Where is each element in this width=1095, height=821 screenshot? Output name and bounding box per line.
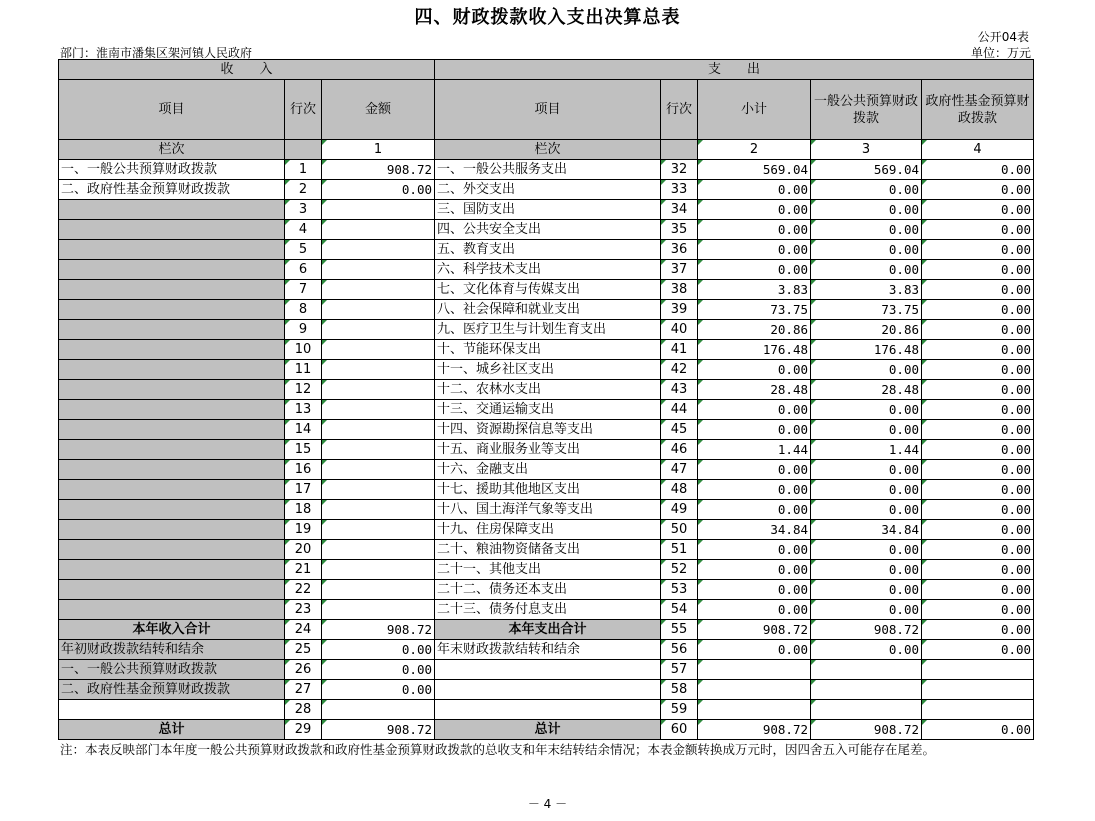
income-item-cell: 二、政府性基金预算财政拨款: [59, 180, 285, 200]
income-line-cell: 2: [285, 180, 322, 200]
income-amount-cell: 908.72: [322, 720, 435, 740]
subtotal-cell: [698, 660, 811, 680]
table-row: [59, 720, 1034, 740]
expense-item-cell: 十一、城乡社区支出: [435, 360, 661, 380]
expense-line-cell: 44: [661, 400, 698, 420]
table-row: [59, 680, 1034, 700]
subtotal-cell: 0.00: [698, 480, 811, 500]
page-title: 四、财政拨款收入支出决算总表: [414, 7, 681, 28]
income-line-cell: 12: [285, 380, 322, 400]
income-amount-cell: [322, 540, 435, 560]
expense-item-cell: [435, 700, 661, 720]
table-row: [59, 180, 1034, 200]
income-amount-cell: [322, 520, 435, 540]
income-line-cell: 20: [285, 540, 322, 560]
fund-budget-cell: 0.00: [922, 320, 1034, 340]
table-row: [59, 240, 1034, 260]
expense-line-cell: 58: [661, 680, 698, 700]
subtotal-cell: 34.84: [698, 520, 811, 540]
expense-line-cell: 47: [661, 460, 698, 480]
income-line-cell: 13: [285, 400, 322, 420]
table-row: [59, 420, 1034, 440]
table-row: [59, 580, 1034, 600]
general-budget-cell: [811, 680, 922, 700]
expense-line-cell: 42: [661, 360, 698, 380]
income-line-cell: 28: [285, 700, 322, 720]
fund-budget-cell: 0.00: [922, 600, 1034, 620]
expense-line-cell: 34: [661, 200, 698, 220]
general-budget-cell: 0.00: [811, 360, 922, 380]
subtotal-cell: 0.00: [698, 240, 811, 260]
income-line-cell: 11: [285, 360, 322, 380]
general-budget-cell: 0.00: [811, 260, 922, 280]
income-item-cell: [59, 200, 285, 220]
subtotal-cell: 0.00: [698, 260, 811, 280]
expense-item-cell: 十、节能环保支出: [435, 340, 661, 360]
income-item-cell: [59, 500, 285, 520]
income-line-cell: 25: [285, 640, 322, 660]
income-amount-cell: [322, 340, 435, 360]
col-2-label: 2: [698, 140, 811, 160]
expense-line-cell: 43: [661, 380, 698, 400]
income-line-cell: 1: [285, 160, 322, 180]
fund-budget-cell: 0.00: [922, 160, 1034, 180]
general-budget-cell: 569.04: [811, 160, 922, 180]
subtotal-cell: 176.48: [698, 340, 811, 360]
income-item-cell: 年初财政拨款结转和结余: [59, 640, 285, 660]
income-item-cell: [59, 320, 285, 340]
income-amount-header: 金额: [322, 80, 435, 140]
general-budget-cell: 3.83: [811, 280, 922, 300]
expense-line-cell: 59: [661, 700, 698, 720]
income-line-cell: 22: [285, 580, 322, 600]
general-budget-cell: 28.48: [811, 380, 922, 400]
fund-budget-cell: [922, 680, 1034, 700]
table-row: [59, 200, 1034, 220]
fund-budget-cell: 0.00: [922, 400, 1034, 420]
income-amount-cell: 0.00: [322, 640, 435, 660]
expense-line-cell: 33: [661, 180, 698, 200]
table-row: [59, 620, 1034, 640]
income-line-cell: 4: [285, 220, 322, 240]
table-row: [59, 640, 1034, 660]
subtotal-cell: 0.00: [698, 180, 811, 200]
subtotal-cell: 0.00: [698, 640, 811, 660]
general-budget-cell: 0.00: [811, 540, 922, 560]
expense-line-cell: 55: [661, 620, 698, 640]
general-budget-cell: 0.00: [811, 180, 922, 200]
subtotal-cell: 0.00: [698, 500, 811, 520]
fund-budget-cell: 0.00: [922, 200, 1034, 220]
income-item-cell: [59, 520, 285, 540]
table-row: [59, 520, 1034, 540]
general-budget-cell: 0.00: [811, 580, 922, 600]
income-amount-cell: [322, 260, 435, 280]
expense-item-cell: 七、文化体育与传媒支出: [435, 280, 661, 300]
subtotal-cell: 0.00: [698, 600, 811, 620]
form-number: 公开04表: [977, 30, 1029, 44]
subtotal-cell: 73.75: [698, 300, 811, 320]
subtotal-cell: 0.00: [698, 400, 811, 420]
expense-item-header: 项目: [435, 80, 661, 140]
fund-budget-cell: 0.00: [922, 620, 1034, 640]
expense-item-cell: [435, 680, 661, 700]
expense-line-cell: 51: [661, 540, 698, 560]
income-amount-cell: [322, 360, 435, 380]
income-line-cell: 3: [285, 200, 322, 220]
income-line-cell: 16: [285, 460, 322, 480]
fund-budget-cell: 0.00: [922, 640, 1034, 660]
fund-budget-header: 政府性基金预算财政拨款: [922, 80, 1034, 140]
page-number: － 4 －: [527, 797, 568, 811]
fund-budget-cell: 0.00: [922, 300, 1034, 320]
table-row: [59, 360, 1034, 380]
general-budget-cell: 20.86: [811, 320, 922, 340]
expense-line-cell: 50: [661, 520, 698, 540]
general-budget-cell: 0.00: [811, 420, 922, 440]
expense-item-cell: 六、科学技术支出: [435, 260, 661, 280]
expense-item-cell: 十四、资源勘探信息等支出: [435, 420, 661, 440]
table-row: [59, 660, 1034, 680]
table-row: [59, 340, 1034, 360]
table-row: [59, 500, 1034, 520]
income-amount-cell: [322, 320, 435, 340]
table-row: [59, 280, 1034, 300]
expense-line-header: 行次: [661, 80, 698, 140]
income-col-label: 栏次: [59, 140, 285, 160]
general-budget-cell: [811, 660, 922, 680]
fund-budget-cell: 0.00: [922, 280, 1034, 300]
income-line-cell: 8: [285, 300, 322, 320]
income-item-cell: [59, 300, 285, 320]
income-line-cell: 14: [285, 420, 322, 440]
income-item-cell: [59, 420, 285, 440]
fund-budget-cell: [922, 660, 1034, 680]
col-4-label: 4: [922, 140, 1034, 160]
expense-line-cell: 46: [661, 440, 698, 460]
subtotal-cell: 0.00: [698, 220, 811, 240]
table-row: [59, 540, 1034, 560]
fund-budget-cell: 0.00: [922, 520, 1034, 540]
expense-line-cell: 32: [661, 160, 698, 180]
subtotal-cell: [698, 700, 811, 720]
col-3-label: 3: [811, 140, 922, 160]
income-amount-cell: [322, 460, 435, 480]
expense-line-cell: 41: [661, 340, 698, 360]
general-budget-cell: 0.00: [811, 560, 922, 580]
expense-col-label: 栏次: [435, 140, 661, 160]
general-budget-cell: 0.00: [811, 500, 922, 520]
expense-line-cell: 53: [661, 580, 698, 600]
expense-line-cell: 37: [661, 260, 698, 280]
income-amount-cell: [322, 480, 435, 500]
expense-item-cell: 二十一、其他支出: [435, 560, 661, 580]
subtotal-cell: 3.83: [698, 280, 811, 300]
table-row: [59, 560, 1034, 580]
income-item-cell: [59, 580, 285, 600]
income-amount-cell: [322, 220, 435, 240]
column-header-row: [59, 80, 1034, 140]
income-item-cell: [59, 360, 285, 380]
expense-line-cell: 38: [661, 280, 698, 300]
income-item-cell: [59, 460, 285, 480]
income-amount-cell: 0.00: [322, 660, 435, 680]
table-row: [59, 220, 1034, 240]
fund-budget-cell: 0.00: [922, 360, 1034, 380]
subtotal-cell: 0.00: [698, 420, 811, 440]
income-line-cell: 23: [285, 600, 322, 620]
general-budget-cell: 908.72: [811, 620, 922, 640]
income-line-header: 行次: [285, 80, 322, 140]
expense-line-cell: 35: [661, 220, 698, 240]
subtotal-cell: 0.00: [698, 540, 811, 560]
expense-item-cell: 十二、农林水支出: [435, 380, 661, 400]
income-amount-cell: [322, 240, 435, 260]
fund-budget-cell: 0.00: [922, 720, 1034, 740]
table-row: [59, 400, 1034, 420]
income-amount-cell: [322, 600, 435, 620]
fund-budget-cell: 0.00: [922, 540, 1034, 560]
income-item-cell: [59, 400, 285, 420]
subtotal-cell: 0.00: [698, 360, 811, 380]
income-item-cell: [59, 700, 285, 720]
fund-budget-cell: [922, 700, 1034, 720]
fund-budget-cell: 0.00: [922, 220, 1034, 240]
income-item-cell: [59, 260, 285, 280]
general-budget-cell: 0.00: [811, 460, 922, 480]
subtotal-cell: 0.00: [698, 560, 811, 580]
section-header-row: [59, 60, 1034, 80]
income-amount-cell: [322, 280, 435, 300]
general-budget-cell: 0.00: [811, 400, 922, 420]
subtotal-cell: 0.00: [698, 460, 811, 480]
income-item-cell: [59, 480, 285, 500]
income-line-cell: 24: [285, 620, 322, 640]
expense-header: 支 出: [435, 60, 1034, 80]
income-amount-cell: 0.00: [322, 180, 435, 200]
income-item-cell: 总计: [59, 720, 285, 740]
general-budget-cell: 0.00: [811, 220, 922, 240]
expense-item-cell: 十五、商业服务业等支出: [435, 440, 661, 460]
income-amount-cell: [322, 400, 435, 420]
general-budget-cell: 908.72: [811, 720, 922, 740]
income-item-cell: [59, 600, 285, 620]
expense-line-cell: 39: [661, 300, 698, 320]
expense-item-cell: 二十、粮油物资储备支出: [435, 540, 661, 560]
expense-item-cell: 本年支出合计: [435, 620, 661, 640]
table-row: [59, 300, 1034, 320]
income-line-cell: 9: [285, 320, 322, 340]
income-amount-cell: [322, 420, 435, 440]
fund-budget-cell: 0.00: [922, 460, 1034, 480]
income-amount-cell: [322, 200, 435, 220]
expense-item-cell: 八、社会保障和就业支出: [435, 300, 661, 320]
income-item-cell: 二、政府性基金预算财政拨款: [59, 680, 285, 700]
income-amount-cell: 908.72: [322, 620, 435, 640]
income-line-cell: 10: [285, 340, 322, 360]
income-amount-cell: [322, 440, 435, 460]
income-header: 收 入: [59, 60, 435, 80]
table-row: [59, 260, 1034, 280]
expense-line-cell: 52: [661, 560, 698, 580]
income-line-cell: 6: [285, 260, 322, 280]
general-budget-cell: 73.75: [811, 300, 922, 320]
subtotal-cell: 908.72: [698, 620, 811, 640]
general-budget-cell: 176.48: [811, 340, 922, 360]
fund-budget-cell: 0.00: [922, 380, 1034, 400]
income-amount-cell: 908.72: [322, 160, 435, 180]
general-budget-cell: 0.00: [811, 600, 922, 620]
table-row: [59, 380, 1034, 400]
subtotal-header: 小计: [698, 80, 811, 140]
expense-line-cell: 57: [661, 660, 698, 680]
income-line-cell: 19: [285, 520, 322, 540]
income-item-cell: [59, 440, 285, 460]
income-line-cell: 18: [285, 500, 322, 520]
expense-item-cell: 十九、住房保障支出: [435, 520, 661, 540]
expense-line-cell: 40: [661, 320, 698, 340]
expense-item-cell: 二十二、债务还本支出: [435, 580, 661, 600]
income-line-cell: 29: [285, 720, 322, 740]
income-item-cell: [59, 240, 285, 260]
fund-budget-cell: 0.00: [922, 440, 1034, 460]
income-line-cell: 17: [285, 480, 322, 500]
income-amount-cell: [322, 500, 435, 520]
income-amount-cell: [322, 560, 435, 580]
income-item-cell: 本年收入合计: [59, 620, 285, 640]
expense-item-cell: 四、公共安全支出: [435, 220, 661, 240]
unit-label: 单位：万元: [970, 46, 1031, 60]
table-row: [59, 480, 1034, 500]
income-item-cell: [59, 380, 285, 400]
fund-budget-cell: 0.00: [922, 260, 1034, 280]
fund-budget-cell: 0.00: [922, 340, 1034, 360]
table-row: [59, 460, 1034, 480]
income-item-cell: 一、一般公共预算财政拨款: [59, 660, 285, 680]
income-item-cell: [59, 540, 285, 560]
fund-budget-cell: 0.00: [922, 560, 1034, 580]
expense-item-cell: 二、外交支出: [435, 180, 661, 200]
expense-item-cell: 十六、金融支出: [435, 460, 661, 480]
table-row: [59, 700, 1034, 720]
expense-item-cell: 十八、国土海洋气象等支出: [435, 500, 661, 520]
fund-budget-cell: 0.00: [922, 180, 1034, 200]
general-budget-cell: 34.84: [811, 520, 922, 540]
expense-line-cell: 36: [661, 240, 698, 260]
expense-item-cell: 年末财政拨款结转和结余: [435, 640, 661, 660]
expense-item-cell: 五、教育支出: [435, 240, 661, 260]
general-budget-cell: [811, 700, 922, 720]
subtotal-cell: 20.86: [698, 320, 811, 340]
subtotal-cell: [698, 680, 811, 700]
subtotal-cell: 0.00: [698, 200, 811, 220]
income-amount-cell: [322, 580, 435, 600]
expense-line-cell: 60: [661, 720, 698, 740]
income-line-cell: 7: [285, 280, 322, 300]
table-row: [59, 600, 1034, 620]
general-budget-header: 一般公共预算财政拨款: [811, 80, 922, 140]
subtotal-cell: 0.00: [698, 580, 811, 600]
income-line-cell: 15: [285, 440, 322, 460]
subtotal-cell: 1.44: [698, 440, 811, 460]
fund-budget-cell: 0.00: [922, 420, 1034, 440]
income-item-cell: [59, 560, 285, 580]
general-budget-cell: 1.44: [811, 440, 922, 460]
income-line-col-label: [285, 140, 322, 160]
column-number-row: [59, 140, 1034, 160]
income-amount-cell: [322, 300, 435, 320]
subtotal-cell: 569.04: [698, 160, 811, 180]
income-line-cell: 21: [285, 560, 322, 580]
expense-item-cell: 二十三、债务付息支出: [435, 600, 661, 620]
income-amount-cell: [322, 700, 435, 720]
general-budget-cell: 0.00: [811, 480, 922, 500]
budget-table: [58, 59, 1034, 740]
income-item-cell: [59, 220, 285, 240]
expense-line-cell: 54: [661, 600, 698, 620]
expense-item-cell: 九、医疗卫生与计划生育支出: [435, 320, 661, 340]
general-budget-cell: 0.00: [811, 200, 922, 220]
income-amount-cell: 0.00: [322, 680, 435, 700]
general-budget-cell: 0.00: [811, 240, 922, 260]
fund-budget-cell: 0.00: [922, 580, 1034, 600]
table-row: [59, 320, 1034, 340]
income-item-cell: [59, 340, 285, 360]
subtotal-cell: 28.48: [698, 380, 811, 400]
fund-budget-cell: 0.00: [922, 500, 1034, 520]
expense-item-cell: [435, 660, 661, 680]
expense-item-cell: 十七、援助其他地区支出: [435, 480, 661, 500]
expense-line-cell: 48: [661, 480, 698, 500]
department-label: 部门：淮南市潘集区架河镇人民政府: [60, 46, 253, 60]
expense-line-cell: 45: [661, 420, 698, 440]
expense-item-cell: 十三、交通运输支出: [435, 400, 661, 420]
subtotal-cell: 908.72: [698, 720, 811, 740]
income-amount-cell: [322, 380, 435, 400]
expense-item-cell: 一、一般公共服务支出: [435, 160, 661, 180]
expense-line-cell: 49: [661, 500, 698, 520]
income-line-cell: 5: [285, 240, 322, 260]
expense-line-col-label: [661, 140, 698, 160]
general-budget-cell: 0.00: [811, 640, 922, 660]
fund-budget-cell: 0.00: [922, 480, 1034, 500]
income-item-cell: 一、一般公共预算财政拨款: [59, 160, 285, 180]
expense-line-cell: 56: [661, 640, 698, 660]
expense-item-cell: 总计: [435, 720, 661, 740]
income-item-cell: [59, 280, 285, 300]
income-line-cell: 27: [285, 680, 322, 700]
footnote: 注：本表反映部门本年度一般公共预算财政拨款和政府性基金预算财政拨款的总收支和年末结转结余情况；本表金额转换成万元时，因四舍五入可能存在尾差。: [60, 742, 936, 757]
table-row: [59, 160, 1034, 180]
income-item-header: 项目: [59, 80, 285, 140]
fund-budget-cell: 0.00: [922, 240, 1034, 260]
income-line-cell: 26: [285, 660, 322, 680]
col-1-label: 1: [322, 140, 435, 160]
expense-item-cell: 三、国防支出: [435, 200, 661, 220]
table-row: [59, 440, 1034, 460]
